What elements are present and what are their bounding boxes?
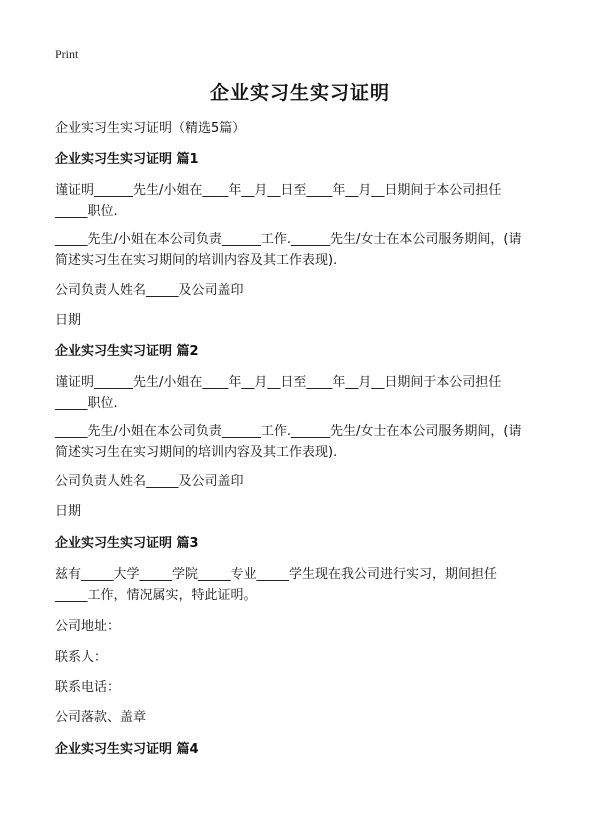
section-2-paragraph-1-line-2: _____职位. (55, 396, 118, 411)
section-heading-4: 企业实习生实习证明 篇4 (55, 742, 199, 757)
section-heading-2: 企业实习生实习证明 篇2 (55, 344, 199, 359)
contact-phone-line: 联系电话： (55, 680, 121, 695)
section-2-paragraph-1-line-1: 谨证明______先生/小姐在____年__月__日至____年__月__日期间于本公司担任 (55, 375, 502, 390)
section-2-paragraph-2-line-2: 简述实习生在实习期间的培训内容及其工作表现). (55, 445, 338, 460)
section-3-paragraph-1-line-1: 兹有_____大学_____学院_____专业_____学生现在我公司进行实习，期间担任 (55, 567, 498, 582)
section-heading-3: 企业实习生实习证明 篇3 (55, 536, 199, 551)
section-1-date-line: 日期 (55, 313, 82, 328)
section-1-signature-line: 公司负责人姓名_____及公司盖印 (55, 283, 244, 298)
section-1-paragraph-1-line-1: 谨证明______先生/小姐在____年__月__日至____年__月__日期间于本公司担任 (55, 183, 502, 198)
section-1-paragraph-1-line-2: _____职位. (55, 204, 118, 219)
section-3-paragraph-1-line-2: _____工作，情况属实，特此证明。 (55, 588, 257, 603)
section-1-paragraph-2-line-2: 简述实习生在实习期间的培训内容及其工作表现). (55, 253, 338, 268)
section-2-signature-line: 公司负责人姓名_____及公司盖印 (55, 474, 244, 489)
section-1-paragraph-2-line-1: _____先生/小姐在本公司负责______工作.______先生/女士在本公司服务期间，(请 (55, 232, 522, 247)
section-2-paragraph-2-line-1: _____先生/小姐在本公司负责______工作.______先生/女士在本公司服务期间，(请 (55, 424, 522, 439)
page-title: 企业实习生实习证明 (209, 82, 390, 104)
section-2-date-line: 日期 (55, 504, 82, 519)
contact-person-line: 联系人： (55, 650, 108, 665)
subtitle: 企业实习生实习证明（精选5篇） (55, 121, 246, 136)
section-heading-1: 企业实习生实习证明 篇1 (55, 152, 199, 167)
company-address-line: 公司地址： (55, 619, 121, 634)
company-seal-line: 公司落款、盖章 (55, 710, 147, 725)
print-label: Print (55, 47, 79, 61)
